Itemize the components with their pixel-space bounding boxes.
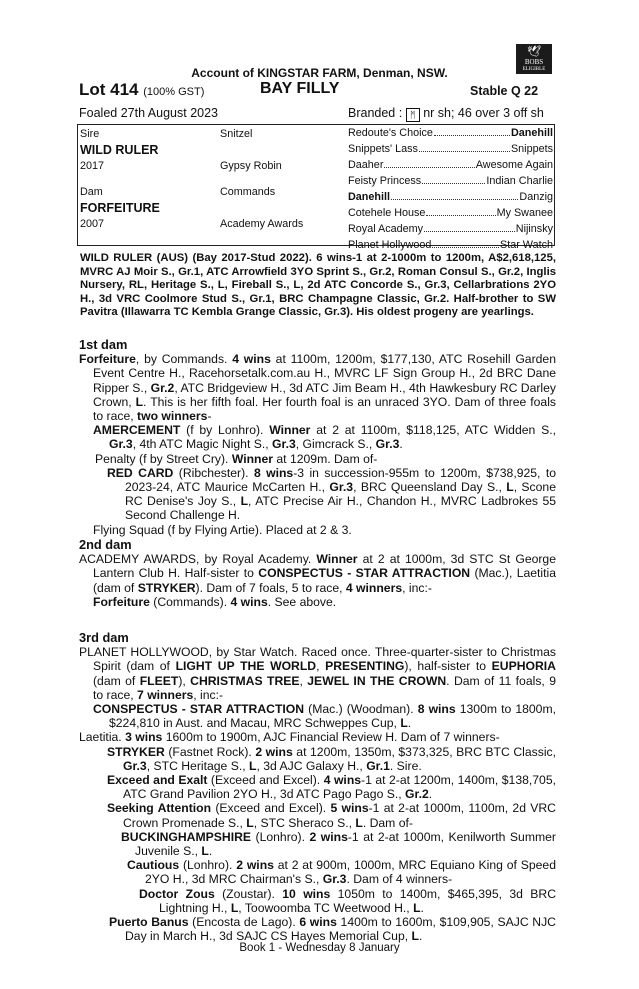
third-dam-section [79,631,556,943]
second-dam-section [79,538,556,609]
stable-location: Stable Q 22 [470,84,539,98]
sire-year: 2017 [80,160,105,172]
second-dam-heading: 2nd dam [79,537,132,552]
dam-year: 2007 [80,218,105,230]
dam-dam: Academy Awards [220,218,304,230]
progeny-doctor-zous: Doctor Zous (Zoustar). 10 wins 1050m to 1400m, $465,395, 3d BRC Lightning H., L, Toowoomba TC Weetwood H., L. [139,886,556,915]
progeny-amercement: AMERCEMENT (f by Lonhro). Winner at 2 at 1100m, $118,125, ATC Widden S., Gr.3, 4th ATC Magic Night S., Gr.3, Gimcrack S., Gr.3. [93,423,556,452]
pedigree-row: Feisty Princess Indian Charlie [348,175,553,187]
progeny-penalty: Penalty (f by Street Cry). Winner at 1209m. Dam of- [95,451,378,466]
horse-description: BAY FILLY [260,80,340,97]
pedigree-row: Daaher Awesome Again [348,159,553,171]
sire-label: Sire [80,128,100,140]
first-dam-section [79,338,556,537]
progeny-conspectus: CONSPECTUS - STAR ATTRACTION (Mac.) (Woodman). 8 wins 1300m to 1800m, $224,810 in Aust. and Macau, MRC Schweppes Cup, L. [93,702,556,731]
progeny-stryker: STRYKER (Fastnet Rock). 2 wins at 1200m, 1350m, $373,325, BRC BTC Classic, Gr.3, STC Heritage S., L, 3d AJC Galaxy H., Gr.1. Sire. [107,744,557,773]
third-dam-para: PLANET HOLLYWOOD, by Star Watch. Raced once. Three-quarter-sister to Christmas Spirit (dam of LIGHT UP THE WORLD, PRESENTING), half-sister to EUPHORIA (dam of FLEET), CHRISTMAS TREE, JEWEL IN THE CROWN. Dam of 11 foals, 9 to race, 7 winners, inc:- [79,645,556,702]
page-footer: Book 1 - Wednesday 8 January [239,942,400,954]
sire-sire: Snitzel [220,128,253,140]
dam-label: Dam [80,186,103,198]
vendor-account: Account of KINGSTAR FARM, Denman, NSW. [191,66,448,80]
progeny-exceed-and-exalt: Exceed and Exalt (Exceed and Excel). 4 wins-1 at 2-at 1200m, 1400m, $138,705, ATC Grand Pavilion 2YO H., 3d ATC Pago Pago S., Gr.2. [107,773,556,802]
foaling-date: Foaled 27th August 2023 [79,106,219,120]
progeny-red-card: RED CARD (Ribchester). 8 wins-3 in succession-955m to 1200m, $738,925, to 2023-24, ATC Maurice McCarten H., Gr.3, BRC Queensland Day S., L, Scone RC Denise's Joy S., L, ATC Precise Air H., Chandon H., MVRC Ladbrokes 55 Second Challenge H. [107,465,557,523]
pedigree-row: Danehill Danzig [348,191,553,203]
pedigree-row: Royal Academy Nijinsky [348,223,553,235]
sire-summary: WILD RULER (AUS) (Bay 2017-Stud 2022). 6 wins-1 at 2-1000m to 1200m, A$2,618,125, MVRC AJ Moir S., Gr.1, ATC Arrowfield 3YO Sprint S., Gr.2, Roman Consul S., Gr.2, Inglis Nursery, RL, Heritage S., L, Fireball S., L, 2d ATC Concorde S., Gr.3, Cellarbrations 2YO H., 3d VRC Coolmore Stud S., Gr.1, BRC Champagne Classic, Gr.2. Half-brother to SW Pavitra (Illawarra TC Kembla Grange Classic, Gr.3). His oldest progeny are yearlings. [80,252,556,319]
progeny-flying-squad: Flying Squad (f by Flying Artie). Placed at 2 & 3. [93,522,352,537]
dam-sire: Commands [220,186,276,198]
progeny-puerto-banus: Puerto Banus (Encosta de Lago). 6 wins 1400m to 1600m, $109,905, SAJC NJC Day in March H., 3d SAJC CS Hayes Memorial Cup, L. [109,915,556,944]
pedigree-row: Cotehele House My Swanee [348,207,553,219]
progeny-laetitia: Laetitia. 3 wins 1600m to 1900m, AJC Financial Review H. Dam of 7 winners- [79,730,500,745]
first-dam-heading: 1st dam [79,337,128,352]
bird-icon: 🕊 [527,46,541,58]
progeny-buckinghampshire: BUCKINGHAMPSHIRE (Lonhro). 2 wins-1 at 2-at 1000m, Kenilworth Summer Juvenile S., L. [121,829,556,859]
brand-mark-icon: ᛗ [406,108,420,122]
progeny-forfeiture: Forfeiture (Commands). 4 wins. See above. [93,594,337,609]
lot-number: Lot 414 (100% GST) [79,80,205,99]
pedigree-row: Planet Hollywood Star Watch [348,239,553,251]
sire-name: WILD RULER [80,143,159,157]
progeny-seeking-attention: Seeking Attention (Exceed and Excel). 5 wins-1 at 2-at 1000m, 1100m, 2d VRC Crown Promenade S., L, STC Sheraco S., L. Dam of- [107,801,556,830]
first-dam-para: Forfeiture, by Commands. 4 wins at 1100m, 1200m, $177,130, ATC Rosehill Garden Event Centre H., Racehorsetalk.com.au H., MVRC LF Sign Group H., 2d BRC Dane Ripper S., Gr.2, ATC Bridgeview H., 3d ATC Jim Beam H., 4th Hawkesbury RC Darley Crown, L. This is her fifth foal. Her fourth foal is an unraced 3YO. Dam of three foals to race, two winners- [79,352,556,424]
second-dam-para: ACADEMY AWARDS, by Royal Academy. Winner at 2 at 1000m, 3d STC St George Lantern Club H. Half-sister to CONSPECTUS - STAR ATTRACTION (Mac.), Laetitia (dam of STRYKER). Dam of 7 foals, 5 to race, 4 winners, inc:- [79,552,556,595]
bobs-logo: 🕊 BOBS ELIGIBLE [516,44,552,74]
brand-info: Branded : ᛗ nr sh; 46 over 3 off sh [348,106,544,120]
pedigree-row: Redoute's Choice Danehill [348,127,553,139]
dam-name: FORFEITURE [80,201,160,215]
pedigree-row: Snippets' Lass Snippets [348,143,553,155]
third-dam-heading: 3rd dam [79,630,129,645]
sire-dam: Gypsy Robin [220,160,282,172]
progeny-cautious: Cautious (Lonhro). 2 wins at 2 at 900m, 1000m, MRC Equiano King of Speed 2YO H., 3d MRC Chairman's S., Gr.3. Dam of 4 winners- [127,858,556,887]
